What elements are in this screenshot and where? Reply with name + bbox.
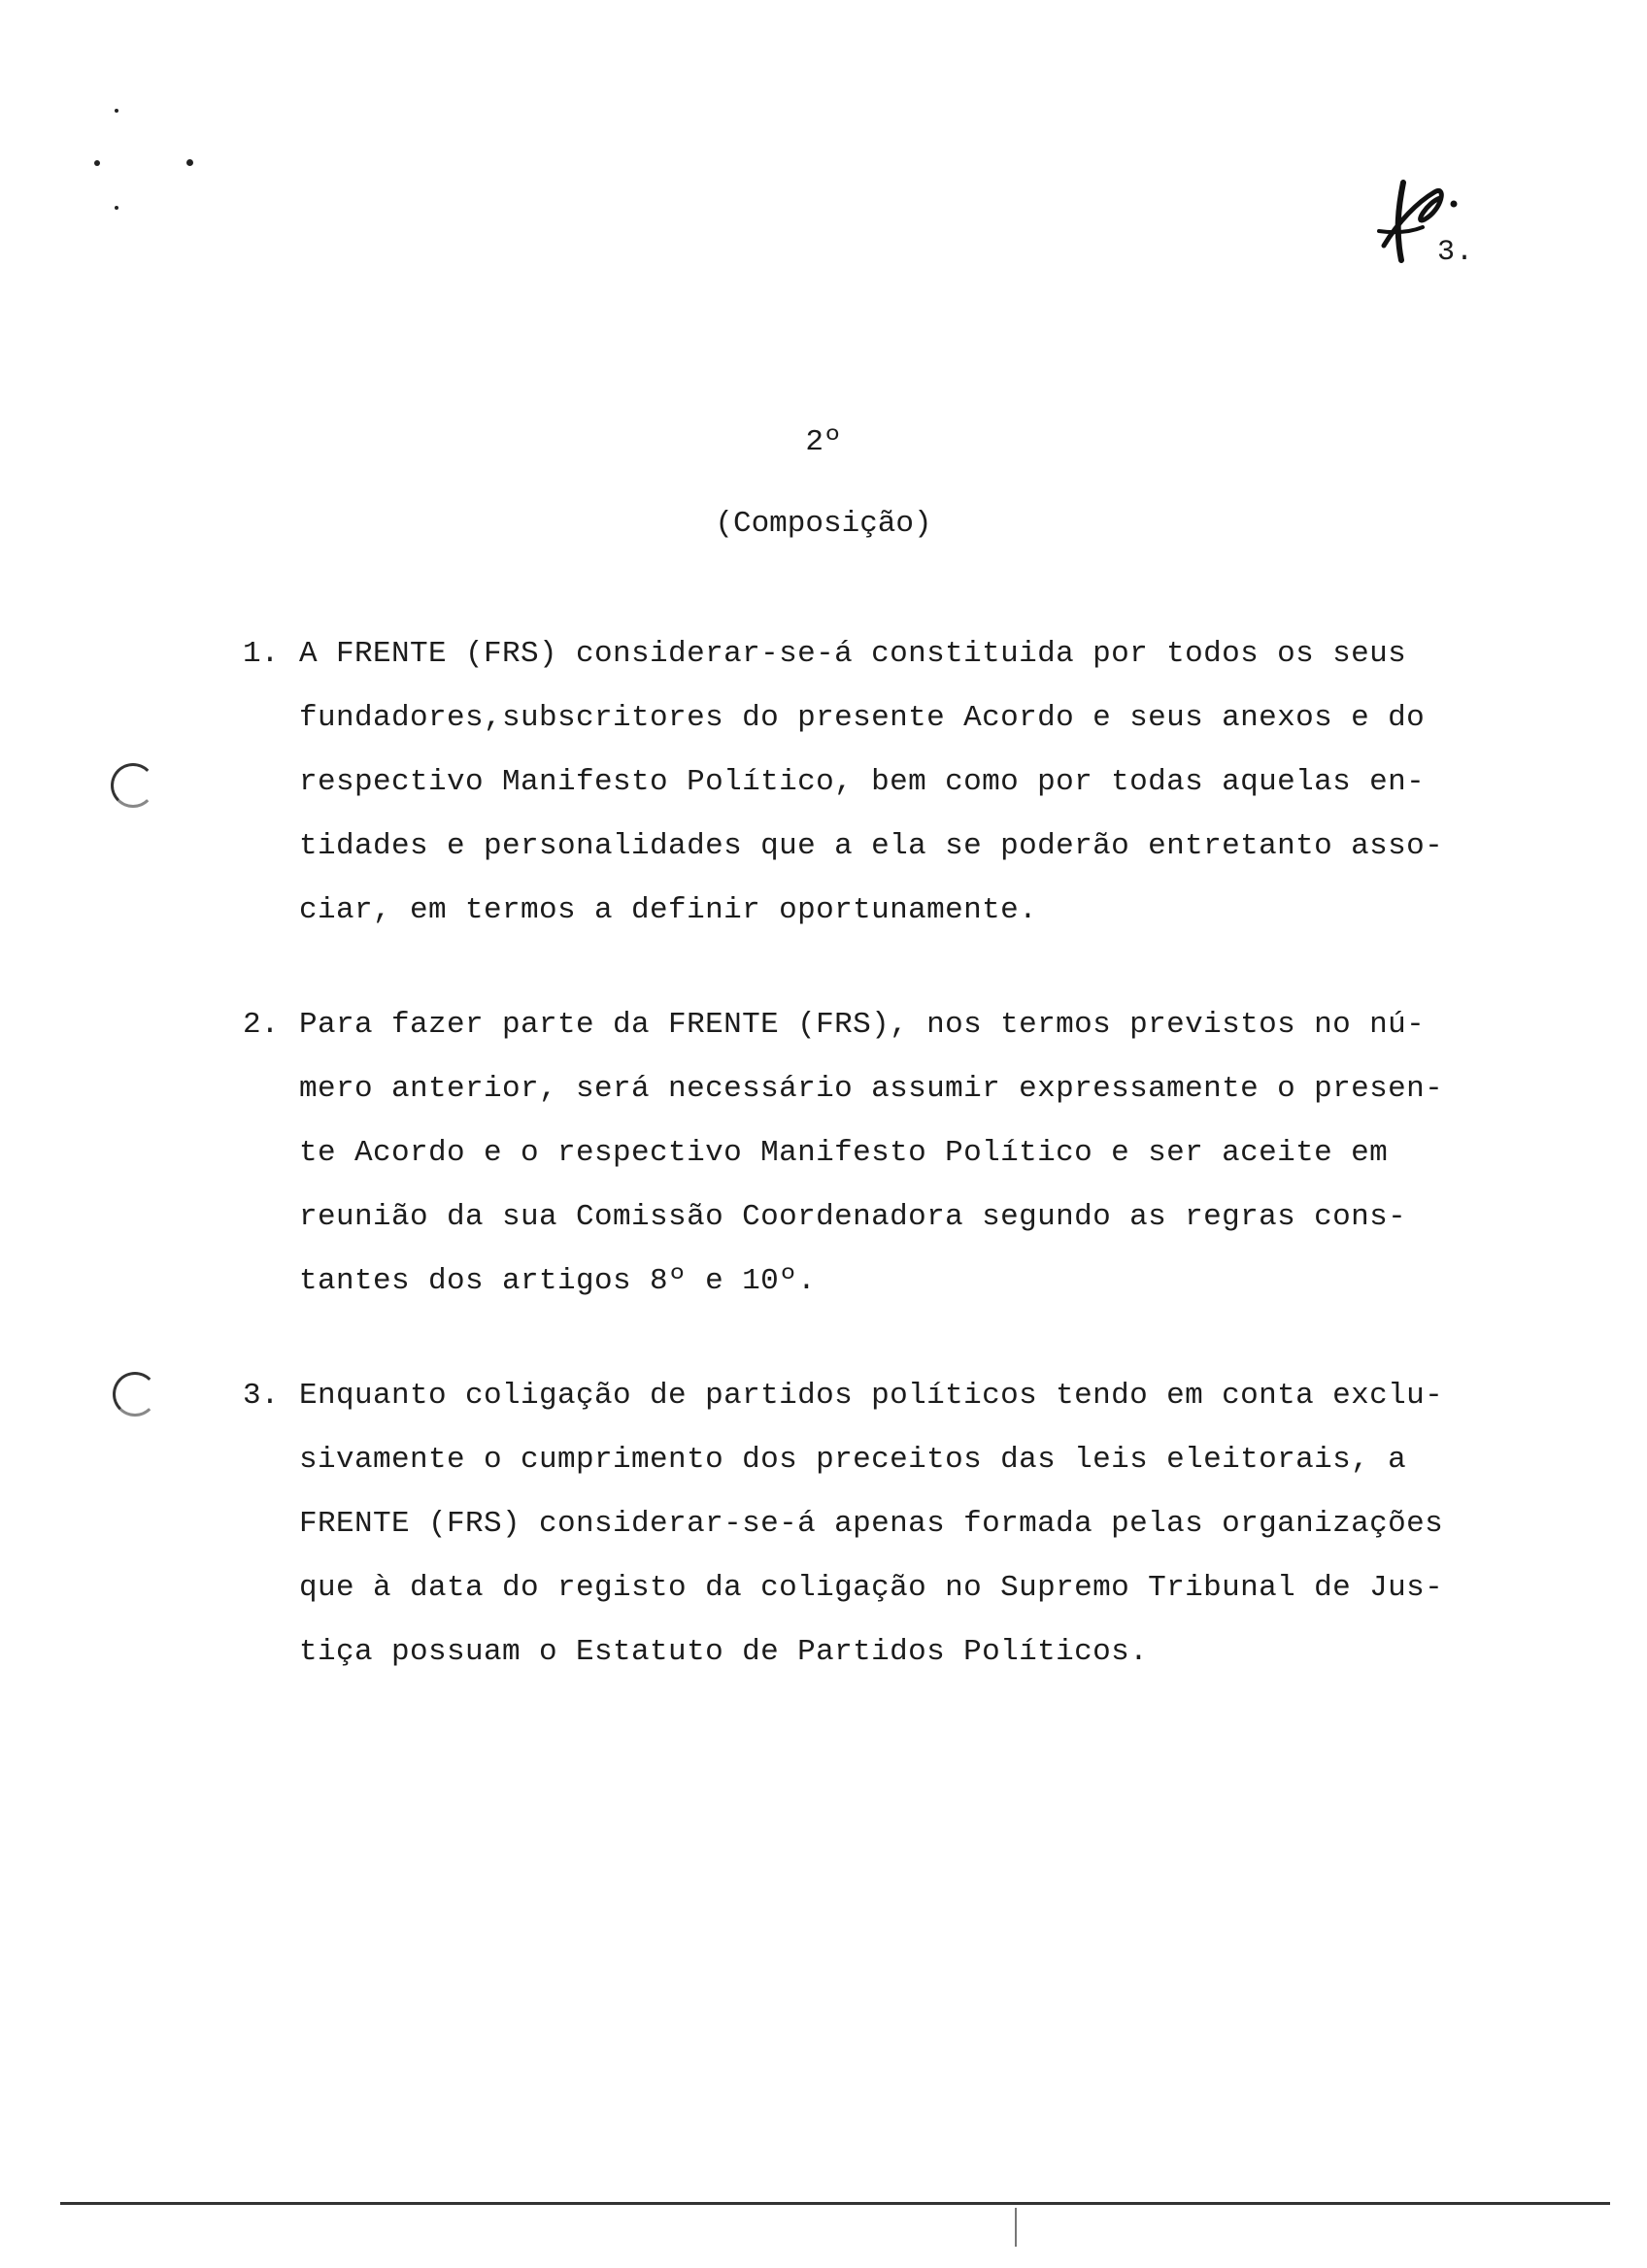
clause-line: reunião da sua Comissão Coordenadora segundo as regras cons- — [299, 1200, 1407, 1234]
clause-number: 2. — [243, 1008, 280, 1042]
clause-line: que à data do registo da coligação no Supremo Tribunal de Jus- — [299, 1571, 1444, 1605]
bottom-rule — [60, 2202, 1610, 2205]
clause-line: mero anterior, será necessário assumir expressamente o presen- — [299, 1072, 1444, 1106]
scan-speck — [115, 109, 118, 113]
clause-line: tiça possuam o Estatuto de Partidos Políticos. — [299, 1635, 1149, 1669]
clause-line: A FRENTE (FRS) considerar-se-á constituida por todos os seus — [299, 637, 1407, 671]
punch-hole-bottom — [113, 1372, 157, 1417]
clause-number: 1. — [243, 637, 280, 671]
article-heading: (Composição) — [715, 507, 932, 541]
clause-line: FRENTE (FRS) considerar-se-á apenas formada pelas organizações — [299, 1507, 1444, 1541]
article-number: 2º — [805, 425, 842, 459]
clause-line: tidades e personalidades que a ela se poderão entretanto asso- — [299, 829, 1444, 863]
scan-speck — [115, 206, 118, 210]
scan-speck — [94, 160, 100, 166]
clause-line: sivamente o cumprimento dos preceitos das leis eleitorais, a — [299, 1443, 1407, 1477]
clause-line: fundadores,subscritores do presente Acordo e seus anexos e do — [299, 701, 1426, 735]
clause-line: ciar, em termos a definir oportunamente. — [299, 893, 1038, 927]
clause-line: te Acordo e o respectivo Manifesto Político e ser aceite em — [299, 1136, 1389, 1170]
clause-line: tantes dos artigos 8º e 10º. — [299, 1264, 817, 1298]
bottom-tick — [1015, 2208, 1017, 2247]
clause-line: Enquanto coligação de partidos políticos tendo em conta exclu- — [299, 1379, 1444, 1413]
clause-line: Para fazer parte da FRENTE (FRS), nos termos previstos no nú- — [299, 1008, 1426, 1042]
clause-line: respectivo Manifesto Político, bem como por todas aquelas en- — [299, 765, 1426, 799]
punch-hole-top — [111, 763, 155, 808]
clause-number: 3. — [243, 1379, 280, 1413]
scan-speck — [186, 159, 193, 166]
page-number: 3. — [1437, 236, 1475, 269]
